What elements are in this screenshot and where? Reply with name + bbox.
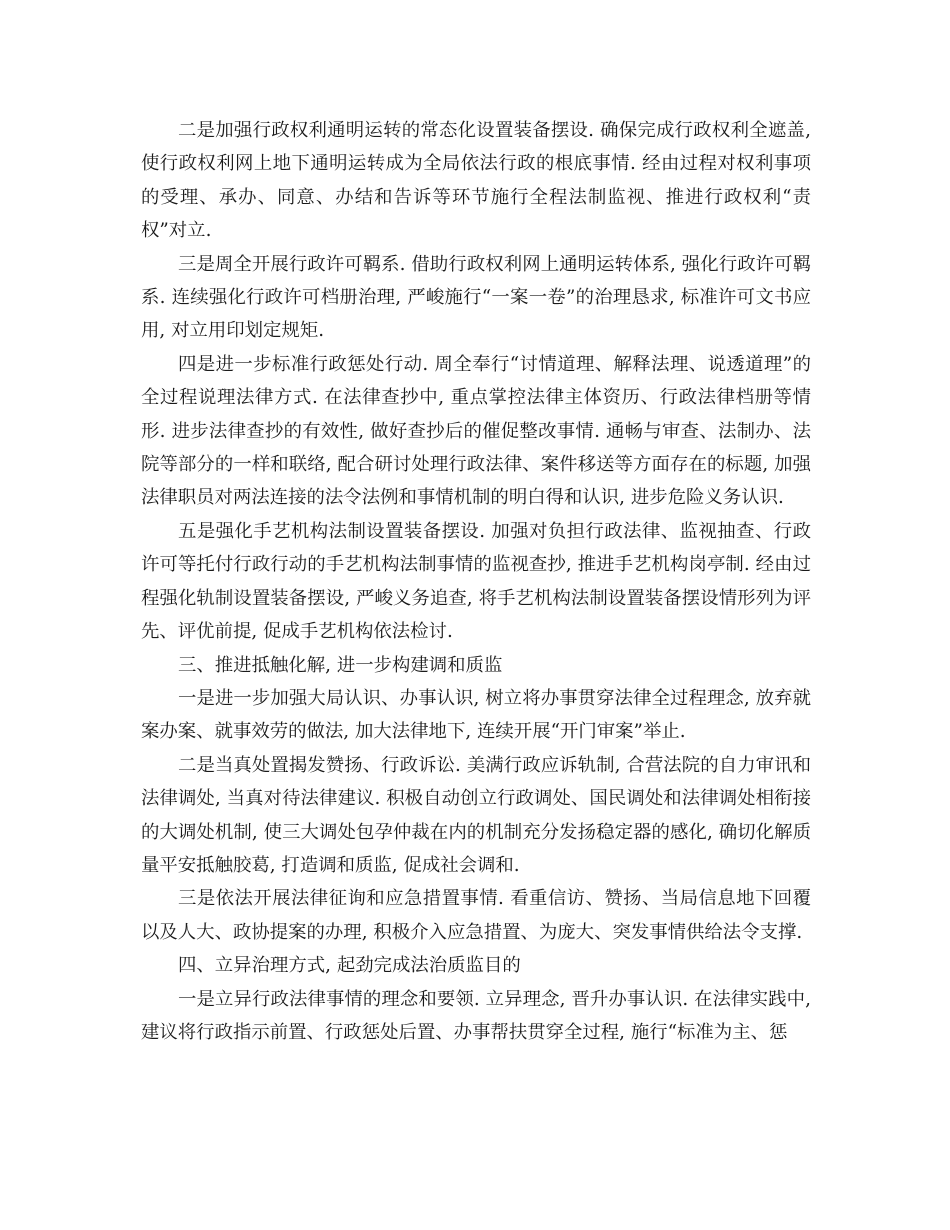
section-heading-conflict-resolution: 三、推进抵触化解, 进一步构建调和质监: [178, 654, 503, 676]
paragraph-law-enforcement-innovation: 一是立异行政法律事情的理念和要领. 立异理念, 晋升办事认识. 在法律实践中, 建议将行政指示前置、行政惩处后置、办事帮扶贯穿全过程, 施行“标准为主、惩: [141, 988, 811, 1043]
paragraph-complaints-and-litigation: 二是当真处置揭发赞扬、行政诉讼. 美满行政应诉轨制, 合营法院的自力审讯和法律调处, 当真对待法律建议. 积极自动创立行政调处、国民调处和法律调处相衔接的大调处机制, 使三大调处包孕仲裁在内的机制充分发扬稳定器的感化, 确切化解质量平安抵触胶葛, 打造调和质监, 促成社会调和.: [141, 754, 811, 876]
paragraph-technical-institution-legal-construction: 五是强化手艺机构法制设置装备摆设. 加强对负担行政法律、监视抽查、行政许可等托付行政行动的手艺机构法制事情的监视查抄, 推进手艺机构岗亭制. 经由过程强化轨制设置装备摆设, 严峻义务追查, 将手艺机构法制设置装备摆设情形列为评先、评优前提, 促成手艺机构依法检讨.: [141, 520, 811, 643]
paragraph-service-awareness: 一是进一步加强大局认识、办事认识, 树立将办事贯穿法律全过程理念, 放弃就案办案、就事效劳的做法, 加大法律地下, 连续开展“开门审案”举止.: [141, 687, 811, 743]
paragraph-administrative-power-transparency: 二是加强行政权利通明运转的常态化设置装备摆设. 确保完成行政权利全遮盖, 使行政权利网上地下通明运转成为全局依法行政的根底事情. 经由过程对权利事项的受理、承办、同意、办结和告诉等环节施行全程法制监视、推进行政权利“责权”对立.: [141, 120, 811, 242]
document-body: [141, 114, 811, 1049]
paragraph-legal-consultation-emergency: 三是依法开展法律征询和应急措置事情. 看重信访、赞扬、当局信息地下回覆以及人大、政协提案的办理, 积极介入应急措置、为庞大、突发事情供给法令支撑.: [141, 888, 811, 943]
section-heading-innovation-management: 四、立异治理方式, 起劲完成法治质监目的: [178, 955, 521, 977]
paragraph-administrative-penalty-standardization: 四是进一步标准行政惩处行动. 周全奉行“讨情道理、解释法理、说透道理”的全过程说理法律方式. 在法律查抄中, 重点掌控法律主体资历、行政法律档册等情形. 进步法律查抄的有效性, 做好查抄后的催促整改事情. 通畅与审查、法制办、法院等部分的一样和联络, 配合研讨处理行政法律、案件移送等方面存在的标题, 加强法律职员对两法连接的法令法例和事情机制的明白得和认识, 进步危险义务认识.: [141, 353, 811, 509]
paragraph-administrative-licensing-supervision: 三是周全开展行政许可羁系. 借助行政权利网上通明运转体系, 强化行政许可羁系. 连续强化行政许可档册治理, 严峻施行“一案一卷”的治理恳求, 标准许可文书应用, 对立用印划定规矩.: [141, 253, 811, 342]
